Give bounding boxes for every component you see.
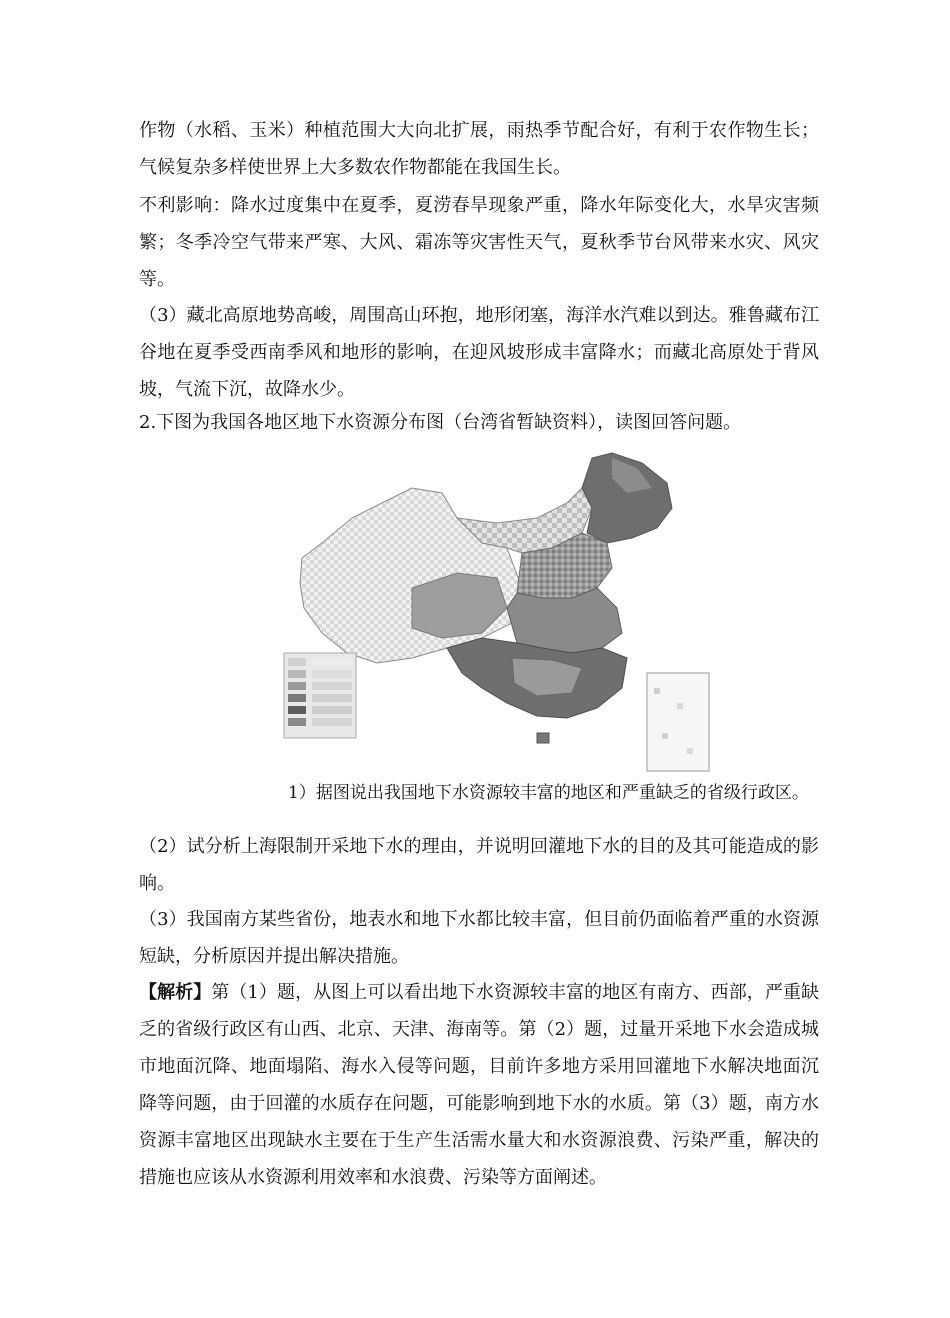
- question-2-intro: 2.下图为我国各地区地下水资源分布图（台湾省暂缺资料），读图回答问题。: [139, 412, 742, 433]
- analysis-paragraph: [139, 974, 819, 1196]
- map-legend: [284, 653, 356, 738]
- paragraph-crops: 作物（水稻、玉米）种植范围大大向北扩展，雨热季节配合好，有利于农作物生长；气候复杂多样使世界上大多数农作物都能在我国生长。: [139, 120, 819, 178]
- south-china-sea-inset: [647, 673, 709, 771]
- figure-caption-question-1: 1）据图说出我国地下水资源较丰富的地区和严重缺乏的省级行政区。: [288, 783, 809, 803]
- paragraph-adverse-effects: 不利影响：降水过度集中在夏季，夏涝春旱现象严重，降水年际变化大，水旱灾害频繁；冬季冷空气带来严寒、大风、霜冻等灾害性天气，夏秋季节台风带来水灾、风灾等。: [139, 195, 819, 290]
- china-groundwater-map: [282, 448, 722, 773]
- question-3: （3）我国南方某些省份，地表水和地下水都比较丰富，但目前仍面临着严重的水资源短缺，分析原因并提出解决措施。: [139, 909, 819, 967]
- groundwater-map-figure: [282, 448, 722, 773]
- analysis-label: 【解析】: [139, 982, 212, 1003]
- analysis-text: 第（1）题，从图上可以看出地下水资源较丰富的地区有南方、西部，严重缺乏的省级行政区有山西、北京、天津、海南等。第（2）题，过量开采地下水会造成城市地面沉降、地面塌陷、海水入侵等问题，目前许多地方采用回灌地下水解决地面沉降等问题，由于回灌的水质存在问题，可能影响到地下水的水质。第（3）题，南方水资源丰富地区出现缺水主要在于生产生活需水量大和水资源浪费、污染严重，解决的措施也应该从水资源利用效率和水浪费、污染等方面阐述。: [139, 982, 820, 1188]
- paragraph-tibet-plateau: （3）藏北高原地势高峻，周围高山环抱，地形闭塞，海洋水汽难以到达。雅鲁藏布江谷地在夏季受西南季风和地形的影响，在迎风坡形成丰富降水；而藏北高原处于背风坡，气流下沉，故降水少。: [139, 305, 819, 400]
- question-2: （2）试分析上海限制开采地下水的理由，并说明回灌地下水的目的及其可能造成的影响。: [139, 836, 819, 894]
